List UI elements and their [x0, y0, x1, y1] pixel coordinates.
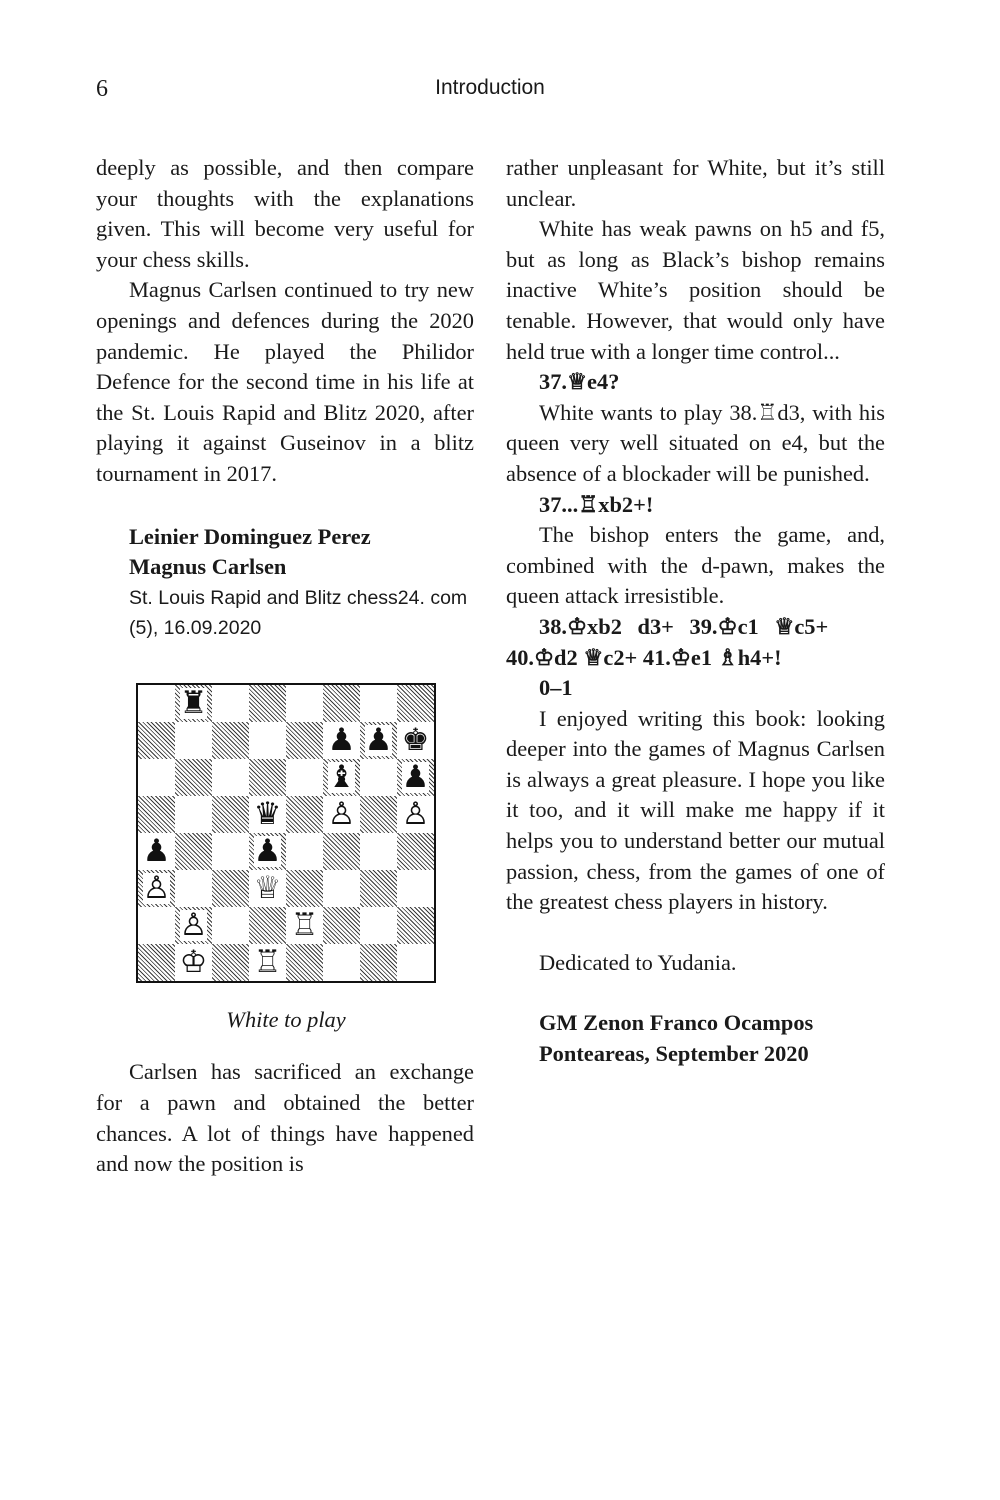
- square-f1: [323, 944, 360, 981]
- square-h3: [397, 870, 434, 907]
- square-a5: [138, 796, 175, 833]
- paragraph: Magnus Carlsen continued to try new openings and defences during the 2020 pandemic. He played the Philidor Defence for the second time in his life at the St. Louis Rapid and Blitz 2020, after playing it against Guseinov in a blitz tournament in 2017.: [96, 277, 474, 486]
- diagram-caption: White to play: [226, 1006, 346, 1032]
- square-g6: [360, 759, 397, 796]
- square-c1: [212, 944, 249, 981]
- chess-piece-icon: ♖: [290, 906, 319, 943]
- paragraph: The bishop enters the game, and, combined with the d-pawn, makes the queen attack irresistible.: [506, 522, 885, 609]
- square-h7: [397, 722, 434, 759]
- right-column: [506, 153, 885, 1070]
- chess-piece-icon: ♟: [253, 832, 282, 869]
- square-d1: [249, 944, 286, 981]
- chess-diagram: [136, 683, 436, 1036]
- square-c7: [212, 722, 249, 759]
- signature: [506, 1008, 885, 1069]
- square-d8: [249, 685, 286, 722]
- square-b1: [175, 944, 212, 981]
- square-f8: [323, 685, 360, 722]
- square-d4: [249, 833, 286, 870]
- move-sequence: 38.♔xb2 d3+ 39.♔c1 ♕c5+: [539, 613, 829, 639]
- game-result: 0–1: [539, 675, 573, 701]
- square-c5: [212, 796, 249, 833]
- paragraph: Carlsen has sacrificed an exchange for a pawn and obtained the better chances. A lot of things have happened and now the position is: [96, 1059, 474, 1177]
- chess-piece-icon: ♙: [327, 795, 356, 832]
- author-place-date: Ponteareas, September 2020: [539, 1041, 809, 1067]
- square-c8: [212, 685, 249, 722]
- square-e5: [286, 796, 323, 833]
- chess-piece-icon: ♟: [142, 832, 171, 869]
- square-g7: [360, 722, 397, 759]
- paragraph: deeply as possible, and then compare your thoughts with the explanations given. This will become very useful for your chess skills.: [96, 155, 474, 272]
- square-e4: [286, 833, 323, 870]
- square-a2: [138, 907, 175, 944]
- square-d3: [249, 870, 286, 907]
- chess-piece-icon: ♙: [401, 795, 430, 832]
- black-player: Magnus Carlsen: [129, 554, 287, 580]
- square-d2: [249, 907, 286, 944]
- chess-piece-icon: ♛: [253, 795, 282, 832]
- chess-piece-icon: ♝: [327, 758, 356, 795]
- square-g2: [360, 907, 397, 944]
- page-number: 6: [96, 76, 108, 102]
- square-h8: [397, 685, 434, 722]
- square-a3: [138, 870, 175, 907]
- paragraph: I enjoyed writing this book: looking deeper into the games of Magnus Carlsen is always a great pleasure. I hope you like it too, and it will make me happy if it helps you to understand better our mutual passion, chess, from the games of one of the greatest chess players in history.: [506, 705, 885, 915]
- chess-piece-icon: ♕: [253, 869, 282, 906]
- square-a4: [138, 833, 175, 870]
- chess-piece-icon: ♜: [179, 684, 208, 721]
- chess-piece-icon: ♚: [401, 721, 430, 758]
- square-h5: [397, 796, 434, 833]
- running-title: Introduction: [435, 76, 545, 99]
- square-g4: [360, 833, 397, 870]
- paragraph: White wants to play 38.♖d3, with his queen very well situated on e4, but the absence of a blockader will be punished.: [506, 399, 885, 486]
- chess-piece-icon: ♟: [327, 721, 356, 758]
- square-c6: [212, 759, 249, 796]
- square-h2: [397, 907, 434, 944]
- square-h4: [397, 833, 434, 870]
- chess-piece-icon: ♖: [253, 943, 282, 980]
- square-e1: [286, 944, 323, 981]
- square-a8: [138, 685, 175, 722]
- square-b2: [175, 907, 212, 944]
- left-column: [96, 153, 474, 1180]
- square-b5: [175, 796, 212, 833]
- square-c3: [212, 870, 249, 907]
- square-f2: [323, 907, 360, 944]
- square-c4: [212, 833, 249, 870]
- square-d7: [249, 722, 286, 759]
- move-sequence: 40.♔d2 ♕c2+ 41.♔e1 ♗h4+!: [506, 644, 782, 670]
- paragraph: White has weak pawns on h5 and f5, but as long as Black’s bishop remains inactive White’s position should be tenable. However, that would only have held true with a longer time control...: [506, 216, 885, 364]
- square-g8: [360, 685, 397, 722]
- chess-board: [136, 683, 436, 983]
- square-d6: [249, 759, 286, 796]
- square-e2: [286, 907, 323, 944]
- dedication: Dedicated to Yudania.: [539, 949, 737, 975]
- chess-piece-icon: ♟: [364, 721, 393, 758]
- square-b6: [175, 759, 212, 796]
- chess-piece-icon: ♙: [179, 906, 208, 943]
- author-name: GM Zenon Franco Ocampos: [539, 1010, 814, 1036]
- game-header: [96, 522, 474, 643]
- chess-piece-icon: ♟: [401, 758, 430, 795]
- square-b7: [175, 722, 212, 759]
- square-c2: [212, 907, 249, 944]
- chess-piece-icon: ♙: [142, 869, 171, 906]
- square-f7: [323, 722, 360, 759]
- paragraph: rather unpleasant for White, but it’s still unclear.: [506, 155, 885, 211]
- square-h6: [397, 759, 434, 796]
- square-b8: [175, 685, 212, 722]
- square-g3: [360, 870, 397, 907]
- square-e8: [286, 685, 323, 722]
- square-e7: [286, 722, 323, 759]
- square-e3: [286, 870, 323, 907]
- square-g5: [360, 796, 397, 833]
- square-e6: [286, 759, 323, 796]
- square-d5: [249, 796, 286, 833]
- square-a6: [138, 759, 175, 796]
- game-event: St. Louis Rapid and Blitz chess24. com (5), 16.09.2020: [129, 586, 468, 639]
- square-b4: [175, 833, 212, 870]
- chess-piece-icon: ♔: [179, 943, 208, 980]
- square-f3: [323, 870, 360, 907]
- square-b3: [175, 870, 212, 907]
- square-h1: [397, 944, 434, 981]
- square-f6: [323, 759, 360, 796]
- white-player: Leinier Dominguez Perez: [129, 523, 371, 549]
- square-f5: [323, 796, 360, 833]
- square-a1: [138, 944, 175, 981]
- square-f4: [323, 833, 360, 870]
- move-annotation: 37...♖xb2+!: [539, 491, 654, 517]
- square-a7: [138, 722, 175, 759]
- square-g1: [360, 944, 397, 981]
- move-annotation: 37.♕e4?: [539, 369, 620, 395]
